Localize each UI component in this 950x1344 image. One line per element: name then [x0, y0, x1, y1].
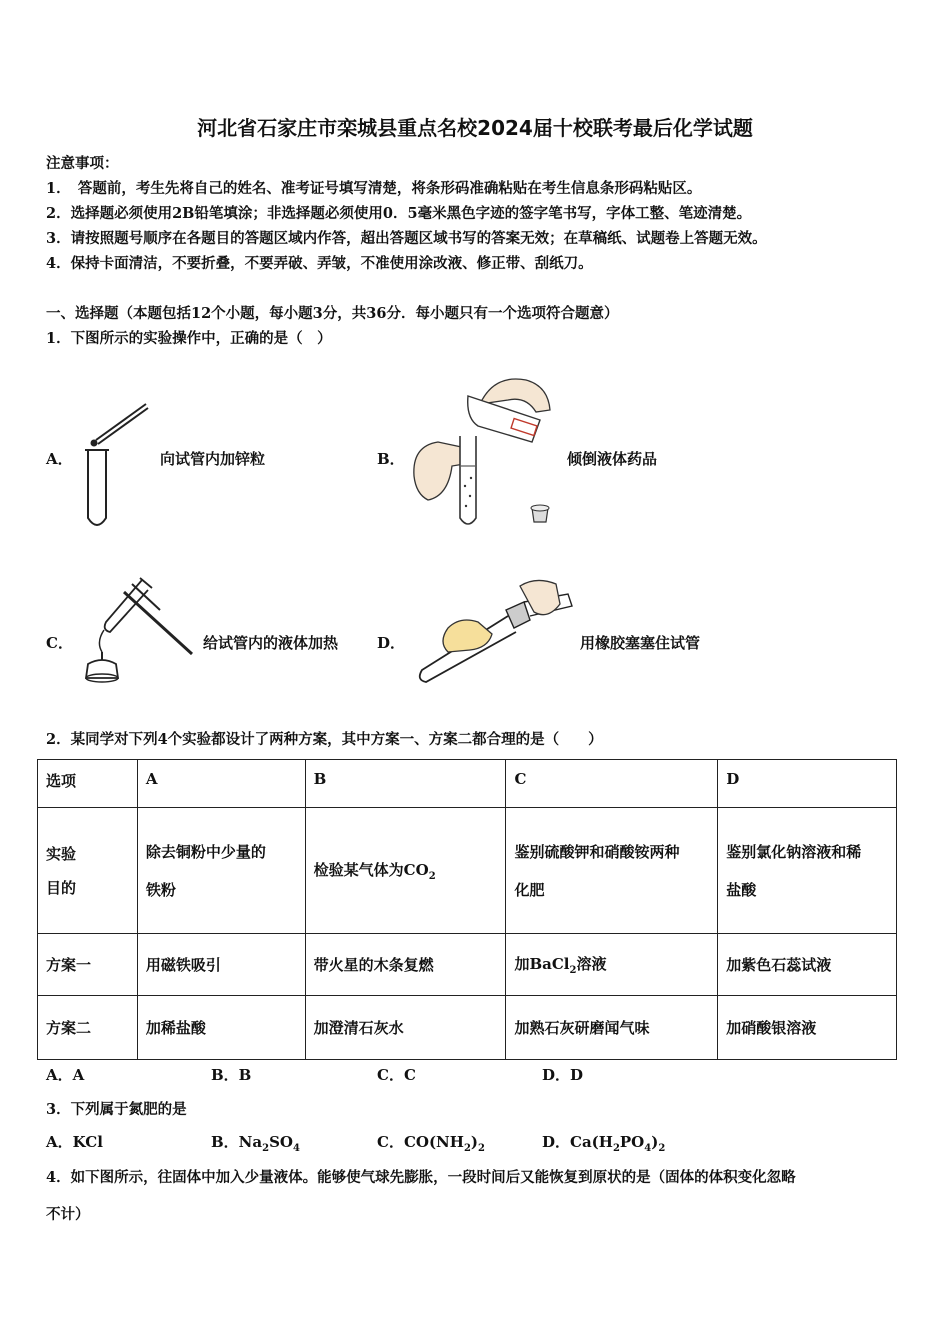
pour-liquid-figure	[408, 366, 568, 534]
q1-option-d-label: D．	[377, 634, 406, 652]
q1-option-a-label: A．	[46, 450, 73, 468]
q1-option-d-text: 用橡胶塞塞住试管	[580, 634, 701, 652]
test-tube-icon	[460, 436, 476, 524]
formula-text: C．CO(NH	[377, 1133, 464, 1151]
q2-table	[37, 759, 897, 1060]
subscript: 2	[262, 1143, 270, 1154]
section-heading: 一、选择题（本题包括12个小题，每小题3分，共36分．每小题只有一个选项符合题意）	[46, 305, 619, 322]
table-row	[38, 934, 897, 996]
table-header-cell: A	[137, 760, 305, 808]
q1-option-c-label: C．	[46, 634, 73, 652]
table-header-cell: 选项	[38, 760, 138, 808]
table-cell: 加澄清石灰水	[305, 996, 506, 1060]
question-2-stem: 2．某同学对下列4个实验都设计了两种方案，其中方案一、方案二都合理的是（ ）	[46, 731, 603, 748]
notice-item: 1． 答题前，考生先将自己的姓名、准考证号填写清楚，将条形码准确粘贴在考生信息条形码粘贴区。	[46, 180, 702, 197]
table-row	[38, 808, 897, 934]
q3-answer-c	[377, 1131, 485, 1154]
cell-line: 铁粉	[145, 880, 176, 899]
cell-line: 鉴别氯化钠溶液和稀	[726, 842, 862, 861]
formula-text: )	[651, 1133, 659, 1151]
notice-item: 3．请按照题号顺序在各题目的答题区域内作答，超出答题区域书写的答案无效；在草稿纸、试题卷上答题无效。	[46, 230, 767, 247]
table-cell	[137, 808, 305, 934]
table-cell: 带火星的木条复燃	[305, 934, 506, 996]
q2-answer-a: A．A	[46, 1066, 85, 1084]
cell-text: 溶液	[576, 955, 607, 973]
add-zinc-figure	[80, 398, 152, 530]
table-cell	[718, 808, 897, 934]
q3-answer-d	[542, 1131, 665, 1154]
q1-option-c-text: 给试管内的液体加热	[203, 634, 339, 652]
subscript: 4	[292, 1143, 300, 1154]
table-cell: 加紫色石蕊试液	[718, 934, 897, 996]
table-cell	[38, 808, 138, 934]
stopper-icon	[531, 505, 549, 522]
cell-line: 化肥	[514, 880, 545, 899]
subscript: 2	[463, 1143, 471, 1154]
q1-option-b-text: 倾倒液体药品	[567, 450, 658, 468]
formula-text: )	[470, 1133, 479, 1151]
purpose-label-line: 实验	[46, 844, 77, 863]
q3-answer-b	[211, 1131, 300, 1154]
question-4-stem-cont: 不计）	[46, 1206, 90, 1223]
cell-text: 加BaCl	[514, 955, 570, 973]
test-tube-holder-icon	[124, 584, 192, 654]
cell-text: 检验某气体为CO	[313, 861, 429, 879]
cell-line: 盐酸	[726, 880, 757, 899]
formula-text: B．Na	[211, 1133, 263, 1151]
heat-liquid-figure	[76, 574, 200, 686]
subscript: 2	[612, 1143, 620, 1154]
test-tube-icon	[85, 450, 109, 525]
table-cell: 加硝酸银溶液	[718, 996, 897, 1060]
tweezers-icon	[91, 404, 149, 447]
table-cell: 加稀盐酸	[137, 996, 305, 1060]
question-1-stem: 1．下图所示的实验操作中，正确的是（ ）	[46, 330, 332, 347]
q2-answer-b: B．B	[211, 1066, 252, 1084]
table-row	[38, 996, 897, 1060]
q1-option-a-text: 向试管内加锌粒	[160, 450, 266, 468]
q1-option-b-label: B．	[377, 450, 405, 468]
stopper-tube-figure	[408, 576, 578, 688]
subscript: 4	[644, 1143, 652, 1154]
table-cell	[305, 808, 506, 934]
table-cell	[506, 934, 718, 996]
notice-heading: 注意事项：	[46, 155, 119, 172]
table-cell	[506, 808, 718, 934]
page-title: 河北省石家庄市栾城县重点名校2024届十校联考最后化学试题	[197, 116, 753, 140]
table-header-cell: D	[718, 760, 897, 808]
subscript: 2	[428, 871, 436, 882]
table-cell: 方案一	[38, 934, 138, 996]
question-3-stem: 3．下列属于氮肥的是	[46, 1101, 187, 1118]
q3-answer-a: A．KCl	[46, 1133, 103, 1151]
table-header-cell: C	[506, 760, 718, 808]
table-cell: 用磁铁吸引	[137, 934, 305, 996]
purpose-label-line: 目的	[46, 878, 77, 897]
notice-item: 4．保持卡面清洁，不要折叠，不要弄破、弄皱，不准使用涂改液、修正带、刮纸刀。	[46, 255, 593, 272]
cell-line: 除去铜粉中少量的	[145, 842, 266, 861]
alcohol-lamp-icon	[86, 630, 118, 682]
notice-item: 2．选择题必须使用2B铅笔填涂；非选择题必须使用0．5毫米黑色字迹的签字笔书写，字体工整、笔迹清楚。	[46, 205, 752, 222]
test-tube-icon	[105, 578, 152, 632]
table-cell: 加熟石灰研磨闻气味	[506, 996, 718, 1060]
q2-answer-c: C．C	[377, 1066, 416, 1084]
q2-answer-d: D．D	[542, 1066, 584, 1084]
formula-text: SO	[269, 1133, 293, 1151]
subscript: 2	[569, 965, 577, 976]
table-cell: 方案二	[38, 996, 138, 1060]
hand-icon	[443, 580, 560, 652]
subscript: 2	[478, 1143, 485, 1154]
table-header-cell: B	[305, 760, 506, 808]
formula-text: D．Ca(H	[542, 1133, 613, 1151]
question-4-stem: 4．如下图所示，往固体中加入少量液体。能够使气球先膨胀，一段时间后又能恢复到原状的是（固体的体积变化忽略	[46, 1169, 796, 1186]
formula-text: PO	[619, 1133, 645, 1151]
subscript: 2	[658, 1143, 666, 1154]
table-header-row	[38, 760, 897, 808]
cell-line: 鉴别硫酸钾和硝酸铵两种	[514, 842, 680, 861]
